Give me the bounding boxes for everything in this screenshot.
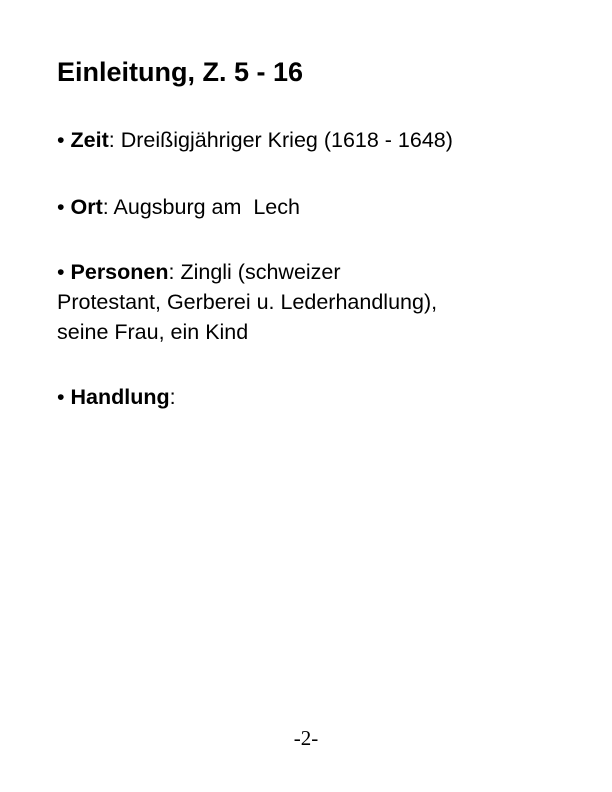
bullet-symbol: • xyxy=(57,385,65,409)
page-number: -2- xyxy=(293,726,319,750)
item-term: Zeit xyxy=(70,128,109,152)
bullet-item-personen xyxy=(57,257,437,347)
bullet-symbol: • xyxy=(57,195,65,219)
bullet-symbol: • xyxy=(57,128,65,152)
bullet-item-handlung: • Handlung: xyxy=(57,385,176,409)
item-separator: : xyxy=(108,128,121,152)
item-text-line-3: seine Frau, ein Kind xyxy=(57,320,249,344)
item-text-line-1: Zingli (schweizer xyxy=(180,260,341,284)
item-separator: : xyxy=(102,195,114,219)
bullet-item-ort xyxy=(57,192,300,222)
item-separator: : xyxy=(168,260,181,284)
item-text: Augsburg am Lech xyxy=(113,195,300,219)
item-term: Handlung xyxy=(70,385,170,409)
item-text: Dreißigjähriger Krieg (1618 - 1648) xyxy=(120,128,453,152)
bullet-item-zeit xyxy=(57,125,453,155)
bullet-symbol: • xyxy=(57,260,65,284)
item-term: Ort xyxy=(70,195,103,219)
item-text-line-2: Protestant, Gerberei u. Lederhandlung), xyxy=(57,290,438,314)
page-title: Einleitung, Z. 5 - 16 xyxy=(57,57,304,87)
item-term: Personen xyxy=(70,260,169,284)
